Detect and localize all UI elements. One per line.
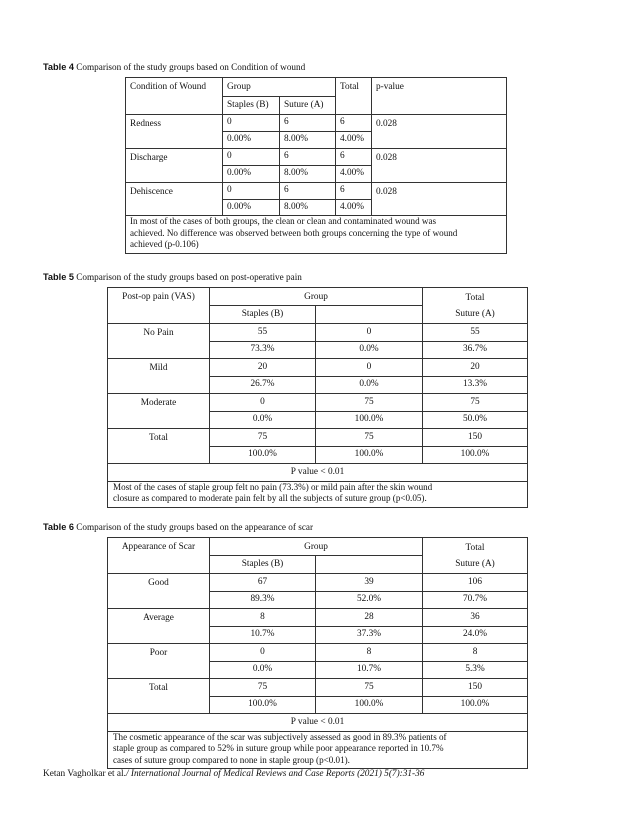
table5 — [107, 287, 528, 508]
table6-cell: 100.0% — [210, 697, 316, 714]
table5-blank — [108, 342, 210, 359]
table5-cell: 26.7% — [210, 377, 316, 394]
table6-cell: 8 — [316, 644, 423, 662]
table5-header-empty — [316, 306, 423, 324]
table4-header-blank — [336, 97, 372, 115]
table6-pvalue: P value < 0.01 — [108, 714, 528, 732]
table5-cell: 75 — [316, 429, 423, 447]
table5-pvalue: P value < 0.01 — [108, 464, 528, 482]
table6-blank — [108, 627, 210, 644]
table4-header-pvalue: p-value — [372, 78, 507, 97]
table5-cell: 0.0% — [316, 342, 423, 359]
table5-note-line: Most of the cases of staple group felt no pain (73.3%) or mild pain after the skin wound — [113, 482, 433, 492]
table4 — [125, 77, 507, 254]
table4-note — [126, 216, 507, 254]
table5-header-blank — [108, 306, 210, 324]
table4-cell: 0 — [223, 183, 280, 200]
table6-blank — [108, 662, 210, 679]
table5-caption-text: Comparison of the study groups based on post-operative pain — [76, 272, 302, 282]
table5-cell: 75 — [316, 394, 423, 412]
table5-cell: 0 — [316, 324, 423, 342]
table5-cell: 150 — [423, 429, 528, 447]
table6-row-name: Poor — [108, 644, 210, 662]
table5-cell: 73.3% — [210, 342, 316, 359]
table6-row-name: Average — [108, 609, 210, 627]
table6-cell: 5.3% — [423, 662, 528, 679]
page-footer — [43, 769, 424, 779]
table4-header-suture: Suture (A) — [280, 97, 336, 115]
table6-blank — [108, 592, 210, 609]
footer-authors: Ketan Vagholkar et al. — [43, 769, 126, 779]
table6-cell: 67 — [210, 574, 316, 592]
table5-header-total: Total — [423, 288, 528, 306]
table5-note — [108, 482, 528, 508]
table5-cell: 55 — [423, 324, 528, 342]
table6-cell: 36 — [423, 609, 528, 627]
table5-blank — [108, 447, 210, 464]
table5-header-suture: Suture (A) — [423, 306, 528, 324]
table4-row-name: Discharge — [126, 149, 223, 166]
table6-cell: 100.0% — [423, 697, 528, 714]
footer-journal: / International Journal of Medical Reviews and Case Reports (2021) 5(7):31-36 — [125, 769, 425, 779]
table5-cell: 20 — [210, 359, 316, 377]
table6-header-total: Total — [423, 538, 528, 556]
table6-cell: 28 — [316, 609, 423, 627]
table5-cell: 20 — [423, 359, 528, 377]
table5-row-name: Total — [108, 429, 210, 447]
table5-header-first: Post-op pain (VAS) — [108, 288, 210, 306]
table4-note-line: In most of the cases of both groups, the clean or clean and contaminated wound was — [130, 216, 437, 226]
table5-cell: 13.3% — [423, 377, 528, 394]
table4-cell: 6 — [336, 115, 372, 132]
table4-blank — [126, 166, 223, 183]
table6 — [107, 537, 528, 769]
table5-header-group: Group — [210, 288, 423, 306]
table6-cell: 106 — [423, 574, 528, 592]
table6-cell: 75 — [316, 679, 423, 697]
table4-header-blank — [372, 97, 507, 115]
table4-row-name: Dehiscence — [126, 183, 223, 200]
table6-note-line: cases of suture group compared to none in staple group (p<0.01). — [113, 754, 350, 765]
table6-cell: 8 — [210, 609, 316, 627]
table4-cell: 8.00% — [280, 166, 336, 183]
table4-cell: 4.00% — [336, 166, 372, 183]
table4-blank — [372, 166, 507, 183]
table4-header-group: Group — [223, 78, 336, 97]
table6-note-line: The cosmetic appearance of the scar was subjectively assessed as good in 89.3% patients of — [113, 732, 447, 742]
table5-cell: 100.0% — [316, 447, 423, 464]
table4-cell: 4.00% — [336, 200, 372, 216]
table6-cell: 24.0% — [423, 627, 528, 644]
table6-row-name: Good — [108, 574, 210, 592]
table5-row-name: Moderate — [108, 394, 210, 412]
table4-cell: 0 — [223, 149, 280, 166]
table6-cell: 89.3% — [210, 592, 316, 609]
table4-header-staples: Staples (B) — [223, 97, 280, 115]
table6-cell: 75 — [210, 679, 316, 697]
table4-header-blank — [126, 97, 223, 115]
table6-cell: 37.3% — [316, 627, 423, 644]
table4-pvalue: 0.028 — [372, 149, 507, 166]
table5-cell: 100.0% — [210, 447, 316, 464]
table4-cell: 8.00% — [280, 132, 336, 149]
table6-label: Table 6 — [43, 522, 74, 532]
table5-cell: 0.0% — [316, 377, 423, 394]
table6-cell: 150 — [423, 679, 528, 697]
table6-cell: 8 — [423, 644, 528, 662]
table4-cell: 0.00% — [223, 166, 280, 183]
table4-cell: 6 — [336, 149, 372, 166]
table4-header-condition: Condition of Wound — [126, 78, 223, 97]
table6-cell: 10.7% — [210, 627, 316, 644]
table5-row-name: No Pain — [108, 324, 210, 342]
table5-blank — [108, 412, 210, 429]
table4-pvalue: 0.028 — [372, 115, 507, 132]
table5-blank — [108, 377, 210, 394]
table5-cell: 0.0% — [210, 412, 316, 429]
table4-blank — [126, 200, 223, 216]
table4-row-name: Redness — [126, 115, 223, 132]
table5-cell: 0 — [316, 359, 423, 377]
table6-header-first: Appearance of Scar — [108, 538, 210, 556]
table5-cell: 75 — [210, 429, 316, 447]
table6-note — [108, 732, 528, 769]
table4-blank — [372, 132, 507, 149]
table6-header-blank — [108, 556, 210, 574]
table5-note-line: closure as compared to moderate pain felt by all the subjects of suture group (p<0.05). — [113, 493, 427, 504]
table4-cell: 0 — [223, 115, 280, 132]
table6-cell: 0.0% — [210, 662, 316, 679]
table5-cell: 75 — [423, 394, 528, 412]
table4-blank — [372, 200, 507, 216]
table4-label: Table 4 — [43, 62, 74, 72]
table5-caption — [43, 272, 302, 282]
table4-cell: 0.00% — [223, 200, 280, 216]
table6-row-name: Total — [108, 679, 210, 697]
table4-caption-text: Comparison of the study groups based on Condition of wound — [76, 62, 306, 72]
table5-cell: 100.0% — [423, 447, 528, 464]
table4-cell: 4.00% — [336, 132, 372, 149]
table4-cell: 8.00% — [280, 200, 336, 216]
table5-header-staples: Staples (B) — [210, 306, 316, 324]
table4-cell: 6 — [336, 183, 372, 200]
table4-note-line: achieved (p-0.106) — [130, 239, 199, 250]
table5-label: Table 5 — [43, 272, 74, 282]
table6-cell: 39 — [316, 574, 423, 592]
table6-header-staples: Staples (B) — [210, 556, 316, 574]
table4-note-line: achieved. No difference was observed between both groups concerning the type of wound — [130, 227, 458, 238]
table5-cell: 100.0% — [316, 412, 423, 429]
table4-cell: 6 — [280, 183, 336, 200]
table6-blank — [108, 697, 210, 714]
table6-cell: 100.0% — [316, 697, 423, 714]
table4-cell: 6 — [280, 115, 336, 132]
table4-cell: 6 — [280, 149, 336, 166]
table6-header-suture: Suture (A) — [423, 556, 528, 574]
table6-header-group: Group — [210, 538, 423, 556]
table6-cell: 70.7% — [423, 592, 528, 609]
table6-cell: 0 — [210, 644, 316, 662]
table6-cell: 52.0% — [316, 592, 423, 609]
table6-header-empty — [316, 556, 423, 574]
table6-caption — [43, 522, 313, 532]
table5-cell: 0 — [210, 394, 316, 412]
table6-note-line: staple group as compared to 52% in suture group while poor appearance reported in 10.7% — [113, 743, 444, 754]
table5-cell: 36.7% — [423, 342, 528, 359]
table5-row-name: Mild — [108, 359, 210, 377]
table6-cell: 10.7% — [316, 662, 423, 679]
table6-caption-text: Comparison of the study groups based on the appearance of scar — [76, 522, 314, 532]
table5-cell: 55 — [210, 324, 316, 342]
table4-cell: 0.00% — [223, 132, 280, 149]
table4-blank — [126, 132, 223, 149]
table4-caption — [43, 62, 305, 72]
table5-cell: 50.0% — [423, 412, 528, 429]
table4-header-total: Total — [336, 78, 372, 97]
table4-pvalue: 0.028 — [372, 183, 507, 200]
